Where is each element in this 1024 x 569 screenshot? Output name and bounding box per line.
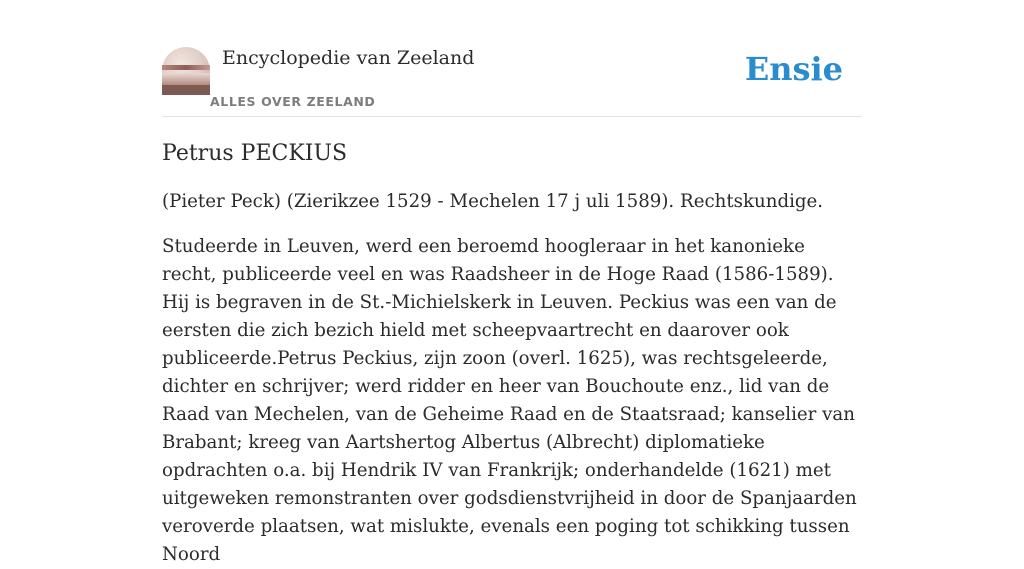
page-title: Petrus PECKIUS (162, 141, 348, 166)
avatar-image-band (162, 73, 210, 85)
avatar-image-band (162, 85, 210, 95)
ensie-logo-link[interactable]: Ensie (744, 50, 843, 88)
site-avatar[interactable] (162, 47, 210, 95)
site-title-link[interactable]: Encyclopedie van Zeeland (222, 47, 475, 69)
avatar-image-band (162, 65, 210, 70)
article (162, 137, 862, 569)
site-subtitle: ALLES OVER ZEELAND (210, 94, 376, 109)
site-header (162, 44, 862, 117)
article-intro: (Pieter Peck) (Zierikzee 1529 - Mechelen 17 j uli 1589). Rechtskundige. (162, 191, 824, 212)
article-body: Studeerde in Leuven, werd een beroemd hoogleraar in het kanonieke recht, publiceerde veel en was Raadsheer in de Hoge Raad (1586-1589). Hij is begraven in de St.-Michielskerk in Leuven. Peckius was een van de eersten die zich bezich hield met scheepvaartrecht en daarover ook publiceerde.Petrus Peckius, zijn zoon (overl. 1625), was rechtsgeleerde, dichter en schrijver; werd ridder en heer van Bouchoute enz., lid van de Raad van Mechelen, van de Geheime Raad en de Staatsraad; kanselier van Brabant; kreeg van Aartshertog Albertus (Albrecht) diplomatieke opdrachten o.a. bij Hendrik IV van Frankrijk; onderhandelde (1621) met uitgeweken remonstranten over godsdienstvrijheid in door de Spanjaarden veroverde plaatsen, wat mislukte, evenals een poging tot schikking tussen Noord (162, 236, 857, 565)
